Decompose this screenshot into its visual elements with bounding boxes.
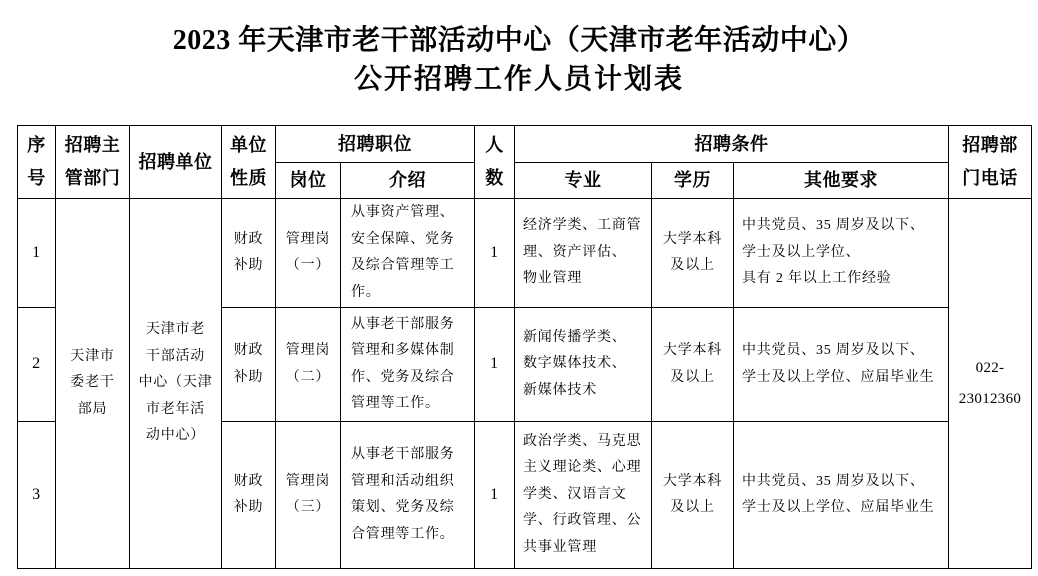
header-phone-line: 门电话 [962, 168, 1018, 188]
intro-line: 作。 [351, 284, 381, 300]
post-line: （三） [285, 500, 331, 515]
row-1-count: 1 [475, 199, 515, 308]
header-seq [18, 126, 56, 199]
row-3-unit-nature [222, 422, 276, 569]
recruiting-department [56, 199, 130, 569]
row-1-other-requirements [734, 199, 949, 308]
intro-line: 管理等工作。 [351, 396, 440, 411]
department-line: 部局 [77, 401, 108, 417]
major-line: 新闻传播学类、 [523, 329, 627, 345]
header-dept-line: 招聘主 [64, 135, 121, 155]
header-seq-line: 序 [27, 135, 46, 155]
unit-line: 动中心） [145, 428, 206, 444]
row-1-education [652, 199, 734, 308]
row-3-post [276, 422, 341, 569]
unit-line: 天津市老 [145, 322, 206, 338]
education-line: 大学本科 [662, 231, 723, 247]
intro-line: 从事资产管理、 [351, 205, 455, 220]
nature-line: 财政 [233, 343, 264, 358]
header-education: 学历 [652, 163, 734, 199]
header-major: 专业 [515, 163, 652, 199]
post-line: （一） [285, 258, 331, 273]
row-3-other-requirements [734, 422, 949, 569]
intro-line: 合管理等工作。 [351, 526, 455, 542]
phone-line: 022- [975, 359, 1005, 376]
row-1-seq: 1 [18, 199, 56, 308]
major-line: 理、资产评估、 [523, 244, 627, 260]
post-line: 管理岗 [285, 231, 331, 247]
other-line: 学士及以上学位、应届毕业生 [742, 500, 935, 515]
major-line: 新媒体技术 [523, 382, 597, 398]
document-subtitle: 公开招聘工作人员计划表 [353, 64, 684, 95]
header-condition-group: 招聘条件 [515, 126, 949, 163]
other-line: 中共党员、35 周岁及以下、 [742, 218, 925, 234]
major-line: 政治学类、马克思 [523, 433, 642, 449]
nature-line: 补助 [233, 369, 264, 385]
header-phone-line: 招聘部 [962, 135, 1018, 155]
row-1-intro [341, 199, 475, 308]
row-2-seq: 2 [18, 308, 56, 422]
other-line: 中共党员、35 周岁及以下、 [742, 343, 925, 358]
nature-line: 财政 [233, 473, 264, 489]
intro-line: 策划、党务及综 [351, 500, 455, 515]
other-line: 具有 2 年以上工作经验 [742, 271, 892, 287]
department-line: 天津市 [70, 348, 115, 364]
intro-line: 作、党务及综合 [351, 369, 455, 385]
header-position-group: 招聘职位 [276, 126, 475, 163]
row-3-intro [341, 422, 475, 569]
row-3-seq: 3 [18, 422, 56, 569]
major-line: 物业管理 [523, 271, 583, 287]
header-intro: 介绍 [341, 163, 475, 199]
nature-line: 补助 [233, 500, 264, 515]
header-post: 岗位 [276, 163, 341, 199]
other-line: 中共党员、35 周岁及以下、 [742, 473, 925, 489]
row-2-count: 1 [475, 308, 515, 422]
intro-line: 管理和多媒体制 [351, 343, 455, 358]
intro-line: 及综合管理等工 [351, 258, 455, 273]
intro-line: 管理和活动组织 [351, 473, 455, 489]
department-line: 委老干 [70, 375, 115, 391]
header-unit-line: 招聘单位 [138, 151, 213, 172]
row-2-unit-nature [222, 308, 276, 422]
table-row [18, 199, 1032, 308]
unit-line: 中心（天津 [138, 375, 213, 391]
row-1-post [276, 199, 341, 308]
row-2-post [276, 308, 341, 422]
recruiting-unit [130, 199, 222, 569]
nature-line: 补助 [233, 258, 264, 273]
recruitment-phone [949, 199, 1032, 569]
post-line: （二） [285, 369, 331, 385]
header-dept-line: 管部门 [64, 168, 121, 188]
major-line: 共事业管理 [523, 539, 597, 555]
education-line: 及以上 [670, 258, 715, 273]
header-phone [949, 126, 1032, 199]
nature-line: 财政 [233, 231, 264, 247]
unit-line: 干部活动 [145, 348, 206, 364]
header-seq-line: 号 [27, 168, 46, 188]
major-line: 学、行政管理、公 [523, 513, 642, 529]
header-row [18, 126, 1032, 163]
header-nature-line: 性质 [230, 168, 267, 188]
header-nature-line: 单位 [230, 135, 267, 155]
other-line: 学士及以上学位、 [742, 244, 861, 260]
row-2-intro [341, 308, 475, 422]
education-line: 大学本科 [662, 473, 723, 489]
education-line: 及以上 [670, 500, 715, 515]
post-line: 管理岗 [285, 473, 331, 489]
row-2-other-requirements [734, 308, 949, 422]
header-count [475, 126, 515, 199]
row-1-major [515, 199, 652, 308]
other-line: 学士及以上学位、应届毕业生 [742, 369, 935, 385]
phone-line: 23012360 [958, 390, 1022, 407]
row-3-count: 1 [475, 422, 515, 569]
unit-line: 市老年活 [145, 401, 206, 417]
intro-line: 安全保障、党务 [351, 231, 455, 247]
major-line: 学类、汉语言文 [523, 486, 627, 502]
row-2-major [515, 308, 652, 422]
education-line: 大学本科 [662, 343, 723, 358]
header-count-line: 数 [485, 168, 504, 188]
row-1-unit-nature [222, 199, 276, 308]
intro-line: 从事老干部服务 [351, 316, 455, 332]
header-count-line: 人 [485, 135, 504, 155]
intro-line: 从事老干部服务 [351, 447, 455, 462]
recruitment-plan-table [17, 125, 1032, 569]
row-3-education [652, 422, 734, 569]
header-recruiting-unit [130, 126, 222, 199]
post-line: 管理岗 [285, 343, 331, 358]
header-supervising-department [56, 126, 130, 199]
header-other-requirements: 其他要求 [734, 163, 949, 199]
document-title: 2023 年天津市老干部活动中心（天津市老年活动中心） [172, 25, 866, 56]
row-2-education [652, 308, 734, 422]
education-line: 及以上 [670, 369, 715, 385]
major-line: 数字媒体技术、 [523, 356, 627, 372]
row-3-major [515, 422, 652, 569]
header-unit-nature [222, 126, 276, 199]
major-line: 经济学类、工商管 [523, 218, 642, 234]
major-line: 主义理论类、心理 [523, 460, 642, 476]
